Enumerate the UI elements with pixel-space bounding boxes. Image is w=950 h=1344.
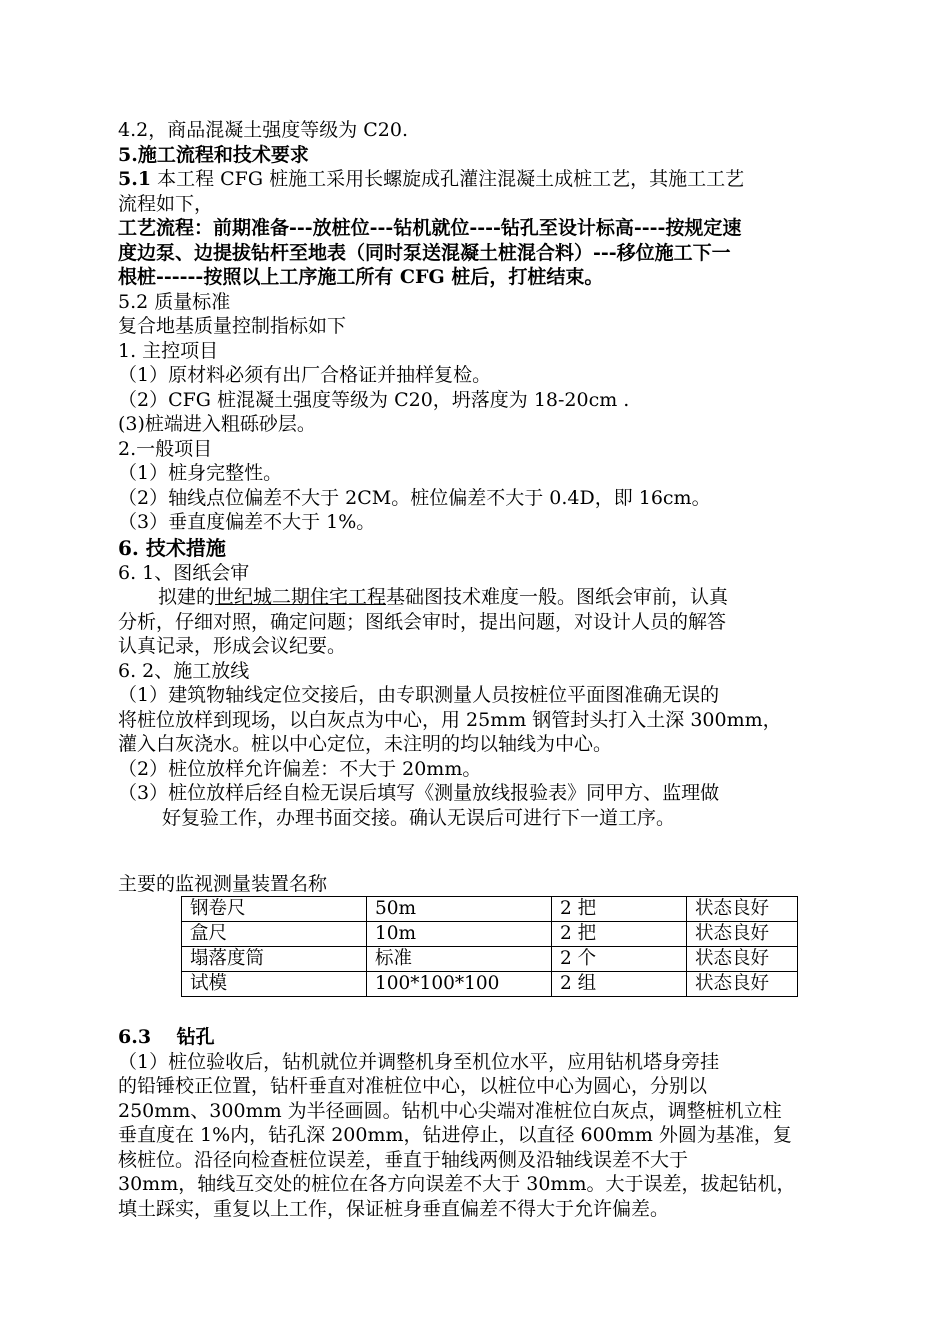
line-indicators: 复合地基质量控制指标如下	[118, 315, 347, 337]
sub-6-2-line-5: （3）桩位放样后经自检无误后填写《测量放线报验表》同甲方、监理做	[118, 782, 720, 804]
line-5-1-number: 5.1	[118, 168, 152, 190]
equipment-status-cell: 状态良好	[687, 972, 798, 997]
sub-6-2-line-6: 好复验工作，办理书面交接。确认无误后可进行下一道工序。	[162, 806, 676, 829]
heading-5: 5.施工流程和技术要求	[118, 143, 309, 166]
sub-6-3-line-3: 250mm、300mm 为半径画圆。钻机中心尖端对准桩位白灰点，调整桩机立柱	[118, 1099, 782, 1122]
line-5-2: 5.2 质量标准	[118, 290, 231, 313]
sub-6-3-line-7: 填土踩实，重复以上工作，保证桩身垂直偏差不得大于允许偏差。	[118, 1197, 670, 1220]
main-item-2: （2）CFG 桩混凝土强度等级为 C20，坍落度为 18-20cm .	[118, 388, 630, 411]
equipment-status-cell: 状态良好	[687, 922, 798, 947]
sub-6-1-para-line-1	[118, 585, 844, 610]
equipment-qty-cell: 2 把	[552, 897, 687, 922]
equipment-spec-cell: 标准	[367, 947, 552, 972]
sub-6-2-line-1: （1）建筑物轴线定位交接后，由专职测量人员按桩位平面图准确无误的	[118, 684, 720, 706]
line-flow-intro: 流程如下，	[118, 192, 214, 215]
sub-6-2-line-2: 将桩位放样到现场，以白灰点为中心，用 25mm 钢管封头打入土深 300mm，	[118, 708, 782, 731]
equipment-status-cell: 状态良好	[687, 897, 798, 922]
sub-6-1-title: 6. 1、图纸会审	[118, 561, 250, 584]
line-4-2: 4.2，商品混凝土强度等级为 C20.	[118, 119, 409, 141]
heading-6: 6. 技术措施	[118, 535, 226, 560]
table-caption-wrap	[118, 872, 848, 897]
equipment-name-cell: 盒尺	[182, 922, 367, 947]
process-flow-1: 工艺流程：前期准备---放桩位---钻机就位----钻孔至设计标高----按规定速	[118, 217, 742, 239]
general-items-title: 2.一般项目	[118, 437, 213, 460]
sub-6-3-line-6: 30mm，轴线互交处的桩位在各方向误差不大于 30mm。大于误差，拔起钻机，	[118, 1173, 796, 1195]
table-row	[182, 947, 798, 972]
equipment-qty-cell: 2 组	[552, 972, 687, 997]
equipment-qty-cell: 2 把	[552, 922, 687, 947]
sub-6-1-para-line-3: 认真记录，形成会议纪要。	[118, 635, 347, 657]
table-row	[182, 972, 798, 997]
line-5-1-text: 本工程 CFG 桩施工采用长螺旋成孔灌注混凝土成桩工艺，其施工工艺	[151, 168, 745, 190]
equipment-name-cell: 试模	[182, 972, 367, 997]
main-item-3: (3)桩端进入粗砾砂层。	[118, 413, 316, 435]
para-text: 拟建的	[158, 586, 216, 608]
document-body-top	[118, 118, 844, 830]
main-item-1: （1）原材料必须有出厂合格证并抽样复检。	[118, 364, 492, 386]
sub-6-2-line-4: （2）桩位放样允许偏差：不大于 20mm。	[118, 757, 482, 780]
process-flow-2: 度边泵、边提拔钻杆至地表（同时泵送混凝土桩混合料）---移位施工下一	[118, 241, 731, 264]
equipment-qty-cell: 2 个	[552, 947, 687, 972]
equipment-table	[181, 896, 798, 997]
sub-6-1-para-line-2: 分析，仔细对照，确定问题；图纸会审时，提出问题，对设计人员的解答	[118, 610, 727, 633]
general-item-2: （2）轴线点位偏差不大于 2CM。桩位偏差不大于 0.4D，即 16cm。	[118, 486, 711, 509]
sub-6-3-title: 6.3 钻孔	[118, 1026, 215, 1048]
main-items-title: 1. 主控项目	[118, 339, 219, 362]
equipment-name-cell: 钢卷尺	[182, 897, 367, 922]
table-caption: 主要的监视测量装置名称	[118, 873, 328, 895]
sub-6-3-line-5: 核桩位。沿径向检查桩位误差，垂直于轴线两侧及沿轴线误差不大于	[118, 1148, 689, 1171]
equipment-status-cell: 状态良好	[687, 947, 798, 972]
equipment-spec-cell: 100*100*100	[367, 972, 552, 997]
sub-6-3-line-1: （1）桩位验收后，钻机就位并调整机身至机位水平，应用钻机塔身旁挂	[118, 1050, 720, 1073]
process-flow-3: 根桩------按照以上工序施工所有 CFG 桩后，打桩结束。	[118, 266, 604, 288]
line-5-1	[118, 167, 844, 192]
equipment-spec-cell: 50m	[367, 897, 552, 922]
sub-6-2-line-3: 灌入白灰浇水。桩以中心定位，未注明的均以轴线为中心。	[118, 733, 613, 755]
sub-6-2-title: 6. 2、施工放线	[118, 659, 250, 682]
general-item-3: （3）垂直度偏差不大于 1%。	[118, 511, 376, 533]
sub-6-3-line-4: 垂直度在 1%内，钻孔深 200mm，钻进停止，以直径 600mm 外圆为基准，复	[118, 1124, 792, 1146]
general-item-1: （1）桩身完整性。	[118, 462, 283, 484]
equipment-spec-cell: 10m	[367, 922, 552, 947]
project-name-link: 世纪城二期住宅工程	[215, 586, 387, 608]
equipment-name-cell: 塌落度筒	[182, 947, 367, 972]
section-6-3	[118, 1025, 848, 1221]
sub-6-3-line-2: 的铅锤校正位置，钻杆垂直对准桩位中心，以桩位中心为圆心，分别以	[118, 1075, 708, 1097]
para-text: 基础图技术难度一般。图纸会审前，认真	[386, 586, 729, 608]
table-row	[182, 922, 798, 947]
table-row	[182, 897, 798, 922]
